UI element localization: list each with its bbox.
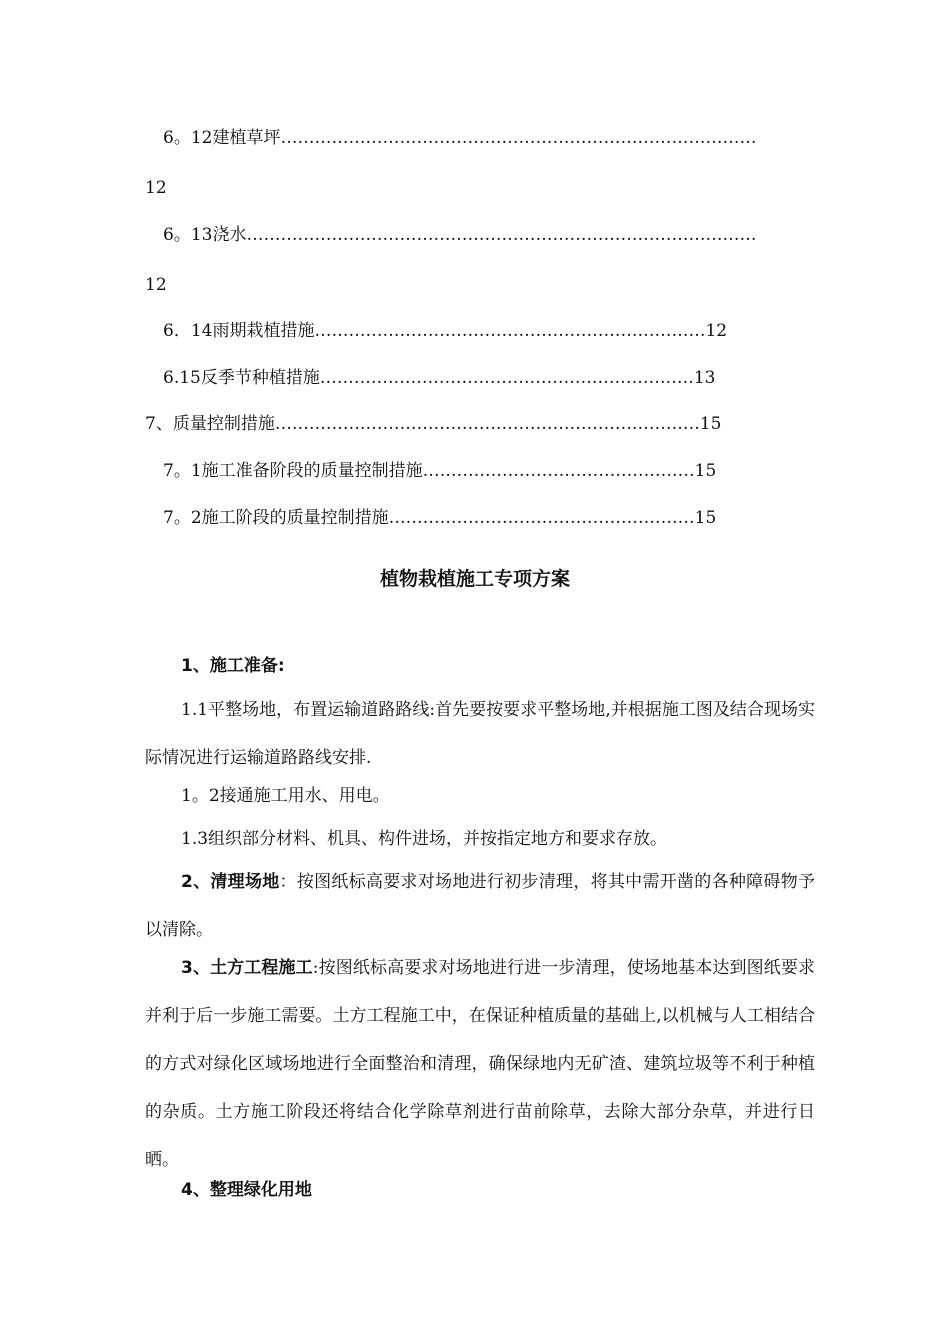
- document-title: 植物栽植施工专项方案: [379, 568, 570, 590]
- section-2-heading: 2、清理场地: [181, 872, 280, 892]
- section-4-heading: 4、整理绿化用地: [181, 1180, 312, 1200]
- section-3-paragraph: [145, 944, 815, 1184]
- toc-entry-7-2: 7。2施工阶段的质量控制措施………………………………………………15: [163, 508, 717, 528]
- toc-entry-6-13: 6。13浇水………………………………………………………………………………: [163, 225, 757, 245]
- section-2-text: ：按图纸标高要求对场地进行初步清理，将其中需开凿的各种障碍物予以清除。: [145, 872, 815, 940]
- section-3-heading: 3、土方工程施工: [181, 958, 313, 978]
- section-2-paragraph: [145, 858, 815, 954]
- section-1-2-paragraph: 1。2接通施工用水、用电。: [181, 786, 390, 806]
- section-1-3-paragraph: 1.3组织部分材料、机具、构件进场，并按指定地方和要求存放。: [181, 829, 668, 849]
- toc-entry-6-12: 6。12建植草坪…………………………………………………………………………: [163, 128, 757, 148]
- toc-entry-6-14: 6．14雨期栽植措施……………………………………………………………12: [163, 321, 728, 341]
- section-1-heading: 1、施工准备:: [181, 656, 285, 676]
- toc-entry-6-15: 6.15反季节种植措施…………………………………………………………13: [163, 368, 716, 388]
- toc-page-number: 12: [145, 178, 167, 198]
- toc-page-number: 12: [145, 275, 167, 295]
- toc-entry-7-1: 7。1施工准备阶段的质量控制措施…………………………………………15: [163, 461, 717, 481]
- section-1-1-paragraph: 1.1平整场地，布置运输道路路线:首先要按要求平整场地,并根据施工图及结合现场实际情况进行运输道路路线安排.: [145, 700, 815, 768]
- toc-entry-7: 7、质量控制措施…………………………………………………………………15: [145, 414, 722, 434]
- section-3-text: :按图纸标高要求对场地进行进一步清理，使场地基本达到图纸要求并利于后一步施工需要。土方工程施工中，在保证种植质量的基础上,以机械与人工相结合的方式对绿化区域场地进行全面整治和清理，确保绿地内无矿渣、建筑垃圾等不利于种植的杂质。土方施工阶段还将结合化学除草剂进行苗前除草，去除大部分杂草，并进行日晒。: [145, 958, 815, 1170]
